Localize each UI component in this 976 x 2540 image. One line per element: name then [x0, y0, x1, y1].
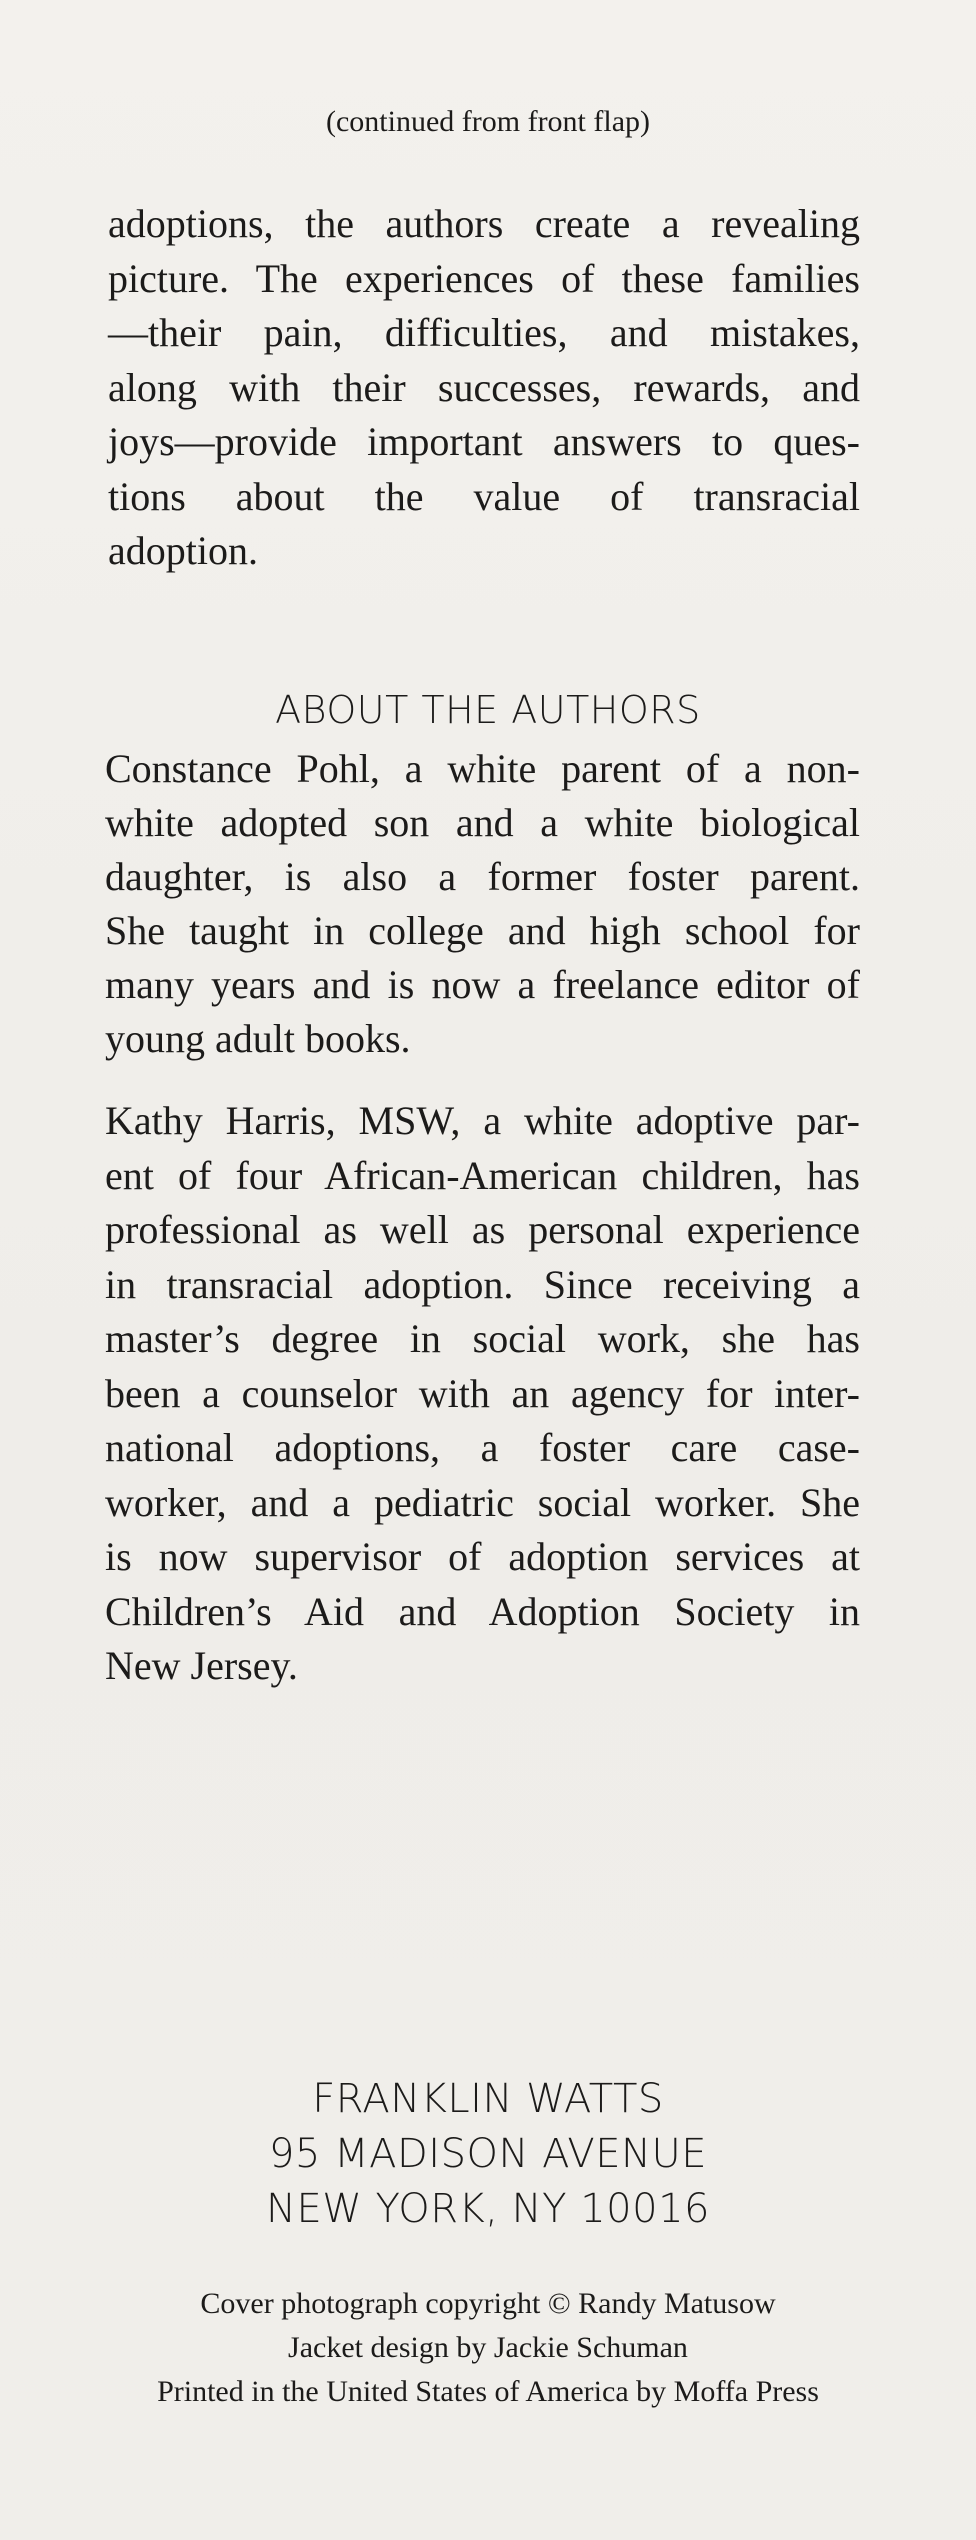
text-line: ent of four African-American children, has [105, 1152, 860, 1198]
text-line: adoptions, the authors create a revealing [108, 201, 860, 246]
text-line: Constance Pohl, a white parent of a non- [105, 746, 860, 791]
text-line: national adoptions, a foster care case- [105, 1425, 860, 1470]
text-line: Children’s Aid and Adoption Society in [105, 1588, 860, 1634]
text-line: is now supervisor of adoption services at [105, 1534, 860, 1579]
text-line: Kathy Harris, MSW, a white adoptive par- [105, 1098, 860, 1143]
about-authors-heading: ABOUT THE AUTHORS [275, 688, 701, 732]
text-line: young adult books. [105, 1016, 411, 1061]
author-bio-harris [105, 1094, 860, 1694]
text-line: worker, and a pediatric social worker. She [105, 1479, 860, 1525]
text-line: daughter, is also a former foster parent. [105, 854, 860, 899]
publisher-city: NEW YORK, NY 10016 [266, 2186, 710, 2232]
text-line: She taught in college and high school for [105, 908, 860, 953]
text-line: New Jersey. [105, 1643, 298, 1688]
text-line: tions about the value of transracial [108, 473, 860, 519]
text-line: been a counselor with an agency for inter- [105, 1370, 860, 1416]
continued-note: (continued from front flap) [325, 105, 651, 138]
text-line: joys—provide important answers to ques- [108, 419, 860, 464]
text-line: professional as well as personal experience [105, 1207, 860, 1252]
publisher-address [0, 2072, 976, 2237]
author-bio-pohl [105, 742, 860, 1066]
publisher-name: FRANKLIN WATTS [312, 2076, 664, 2122]
continuation-paragraph [108, 197, 860, 579]
text-line: adoption. [108, 528, 258, 573]
design-credit: Jacket design by Jackie Schuman [288, 2331, 688, 2364]
text-line: picture. The experiences of these families [108, 255, 860, 301]
jacket-credits [0, 2282, 976, 2414]
text-line: —their pain, difficulties, and mistakes, [108, 310, 860, 355]
text-line: along with their successes, rewards, and [108, 364, 860, 410]
photo-credit: Cover photograph copyright © Randy Matusow [200, 2287, 776, 2320]
publisher-street: 95 MADISON AVENUE [268, 2131, 707, 2177]
printer-credit: Printed in the United States of America by Moffa Press [157, 2375, 819, 2408]
text-line: in transracial adoption. Since receiving a [105, 1261, 860, 1307]
text-line: many years and is now a freelance editor of [105, 962, 860, 1007]
text-line: master’s degree in social work, she has [105, 1316, 860, 1361]
text-line: white adopted son and a white biological [105, 800, 860, 845]
